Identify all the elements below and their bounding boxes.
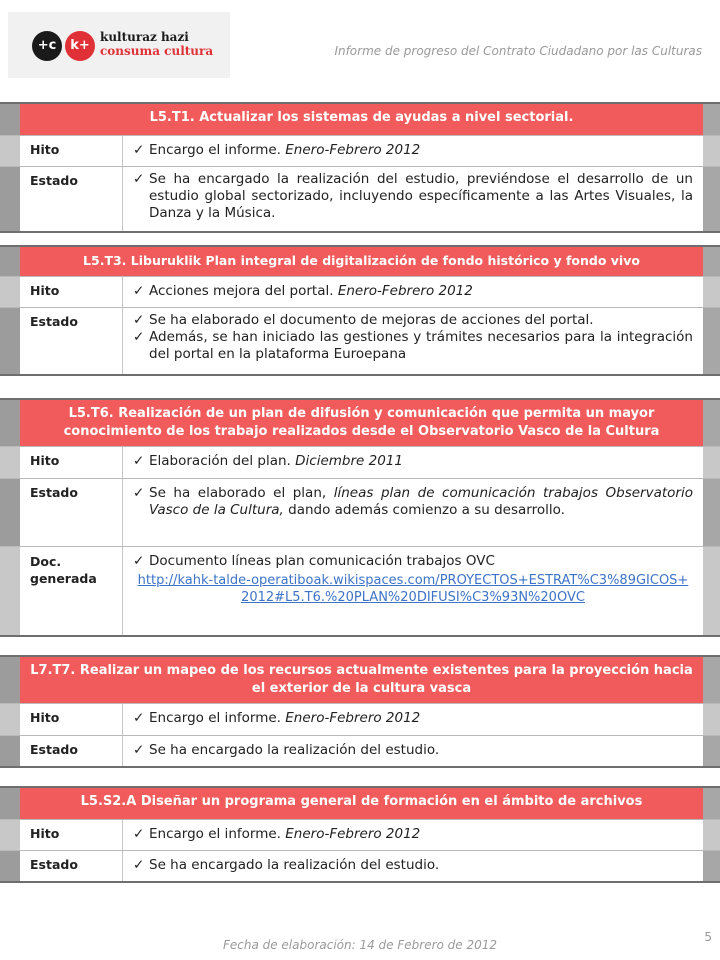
hito-date: Enero-Febrero 2012 xyxy=(337,283,473,299)
logo-mark-kulturaz: k+ xyxy=(65,31,95,61)
check-icon: ✓ xyxy=(133,485,145,501)
estado-label: Estado xyxy=(20,736,123,766)
section-title: L5.S2.A Diseñar un programa general de formación en el ámbito de archivos xyxy=(20,788,703,819)
hito-date: Enero-Febrero 2012 xyxy=(285,826,421,842)
section-l5-t6 xyxy=(0,400,720,637)
section-title: L5.T3. Liburuklik Plan integral de digitalización de fondo histórico y fondo vivo xyxy=(20,247,703,276)
hito-text: Encargo el informe. xyxy=(149,142,281,158)
page-number: 5 xyxy=(704,930,712,944)
section-title: L5.T6. Realización de un plan de difusión y comunicación que permita un mayor conocimiento de los trabajo realizados desde el Observatorio Vasco de la Cultura xyxy=(20,400,703,446)
hito-date: Enero-Febrero 2012 xyxy=(285,710,421,726)
doc-link[interactable]: http://kahk-talde-operatiboak.wikispaces.com/PROYECTOS+ESTRAT%C3%89GICOS+2012#L5.T6.%20PLAN%20DIFUSI%C3%93N%20OVC xyxy=(137,573,689,605)
logo-line-2: consuma cultura xyxy=(100,44,214,58)
hito-date: Enero-Febrero 2012 xyxy=(285,142,421,158)
estado-text: Se ha elaborado el plan, líneas plan de comunicación trabajos Observatorio Vasco de la Cultura, dando además comienzo a su desarrollo. xyxy=(149,485,693,518)
estado-text: Se ha encargado la realización del estudio, previéndose el desarrollo de un estudio global sectorizado, incluyendo específicamente a las Artes Visuales, la Danza y la Música. xyxy=(149,171,693,221)
estado-label: Estado xyxy=(20,167,123,231)
logo-mark-consuma: +c xyxy=(32,31,62,61)
section-l7-t7 xyxy=(0,657,720,768)
hito-text: Encargo el informe. xyxy=(149,710,281,726)
hito-text: Encargo el informe. xyxy=(149,826,281,842)
hito-label: Hito xyxy=(20,704,123,735)
hito-text: Acciones mejora del portal. xyxy=(149,283,334,299)
hito-label: Hito xyxy=(20,277,123,307)
estado-label: Estado xyxy=(20,308,123,374)
section-l5-t1 xyxy=(0,104,720,233)
logo-line-1: kulturaz hazi xyxy=(100,30,189,44)
check-icon: ✓ xyxy=(133,171,145,187)
check-icon: ✓ xyxy=(133,453,145,469)
check-icon: ✓ xyxy=(133,142,145,158)
section-title: L5.T1. Actualizar los sistemas de ayudas a nivel sectorial. xyxy=(20,104,703,135)
hito-label: Hito xyxy=(20,820,123,850)
hito-label: Hito xyxy=(20,136,123,166)
estado-text: Se ha encargado la realización del estudio. xyxy=(149,742,440,758)
report-title: Informe de progreso del Contrato Ciudadano por las Culturas xyxy=(334,44,702,58)
doc-text: Documento líneas plan comunicación trabajos OVC xyxy=(149,553,495,569)
check-icon: ✓ xyxy=(133,312,145,328)
section-l5-t3 xyxy=(0,247,720,376)
check-icon: ✓ xyxy=(133,329,145,345)
logo xyxy=(8,12,230,78)
doc-label: Doc. generada xyxy=(20,547,123,635)
estado-text: Se ha elaborado el documento de mejoras de acciones del portal. xyxy=(149,312,594,328)
check-icon: ✓ xyxy=(133,826,145,842)
logo-wordmark xyxy=(100,30,213,58)
estado-label: Estado xyxy=(20,479,123,546)
check-icon: ✓ xyxy=(133,283,145,299)
footer-date: Fecha de elaboración: 14 de Febrero de 2012 xyxy=(222,938,498,952)
hito-label: Hito xyxy=(20,447,123,478)
section-title: L7.T7. Realizar un mapeo de los recursos actualmente existentes para la proyección hacia el exterior de la cultura vasca xyxy=(20,657,703,703)
check-icon: ✓ xyxy=(133,710,145,726)
section-l5-s2a xyxy=(0,788,720,883)
estado-text: Además, se han iniciado las gestiones y trámites necesarios para la integración del portal en la plataforma Euroepana xyxy=(149,329,693,362)
estado-label: Estado xyxy=(20,851,123,881)
estado-text: Se ha encargado la realización del estudio. xyxy=(149,857,440,873)
hito-text: Elaboración del plan. xyxy=(149,453,291,469)
check-icon: ✓ xyxy=(133,857,145,873)
hito-date: Diciembre 2011 xyxy=(295,453,403,469)
check-icon: ✓ xyxy=(133,742,145,758)
check-icon: ✓ xyxy=(133,553,145,569)
